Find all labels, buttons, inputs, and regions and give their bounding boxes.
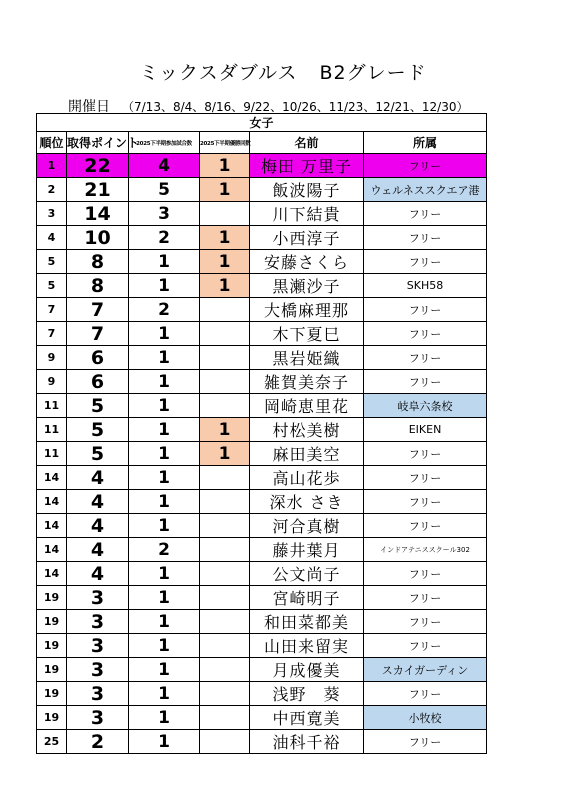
wins-cell [200,682,250,706]
points-cell: 3 [67,586,129,610]
rank-cell: 3 [37,202,67,226]
participation-cell: 1 [129,466,200,490]
affiliation-cell: フリー [364,514,487,538]
table-row [37,250,487,274]
rank-cell: 19 [37,634,67,658]
points-cell: 4 [67,490,129,514]
points-cell: 3 [67,682,129,706]
name-cell: 麻田美空 [250,442,364,466]
wins-cell: 1 [200,178,250,202]
affiliation-cell: フリー [364,250,487,274]
name-cell: 小西淳子 [250,226,364,250]
points-cell: 6 [67,370,129,394]
affiliation-cell: 岐阜六条校 [364,394,487,418]
name-cell: 山田来留実 [250,634,364,658]
affiliation-cell: フリー [364,298,487,322]
section-title: 女子 [37,114,487,132]
points-cell: 3 [67,658,129,682]
wins-cell [200,490,250,514]
name-cell: 宮崎明子 [250,586,364,610]
table-row [37,394,487,418]
wins-cell [200,298,250,322]
points-cell: 7 [67,298,129,322]
affiliation-cell: フリー [364,442,487,466]
participation-cell: 1 [129,418,200,442]
rank-cell: 4 [37,226,67,250]
points-cell: 22 [67,154,129,178]
wins-cell: 1 [200,442,250,466]
rank-cell: 14 [37,514,67,538]
participation-cell: 1 [129,250,200,274]
wins-cell [200,322,250,346]
table-row [37,514,487,538]
col-header-name: 名前 [250,132,364,154]
name-cell: 月成優美 [250,658,364,682]
rank-cell: 9 [37,346,67,370]
affiliation-cell: フリー [364,682,487,706]
affiliation-cell: フリー [364,610,487,634]
affiliation-cell: フリー [364,586,487,610]
wins-cell [200,586,250,610]
col-header-wins: 2025下半期優勝回数 [200,132,250,154]
title-main: ミックスダブルス [139,62,298,84]
affiliation-cell: フリー [364,730,487,754]
rank-cell: 14 [37,562,67,586]
name-cell: 梅田 万里子 [250,154,364,178]
points-cell: 3 [67,634,129,658]
table-row [37,586,487,610]
table-row [37,658,487,682]
name-cell: 黒岩姫織 [250,346,364,370]
participation-cell: 1 [129,490,200,514]
name-cell: 大橋麻理那 [250,298,364,322]
col-header-rank: 順位 [37,132,67,154]
rank-cell: 14 [37,466,67,490]
participation-cell: 5 [129,178,200,202]
table-row [37,634,487,658]
participation-cell: 4 [129,154,200,178]
points-cell: 7 [67,322,129,346]
participation-cell: 1 [129,730,200,754]
participation-cell: 1 [129,394,200,418]
affiliation-cell: フリー [364,154,487,178]
points-cell: 4 [67,538,129,562]
participation-cell: 1 [129,706,200,730]
name-cell: 川下結貴 [250,202,364,226]
wins-cell: 1 [200,154,250,178]
rank-cell: 5 [37,250,67,274]
table-row [37,730,487,754]
affiliation-cell: フリー [364,226,487,250]
points-cell: 5 [67,442,129,466]
wins-cell: 1 [200,274,250,298]
affiliation-cell: フリー [364,562,487,586]
rank-cell: 14 [37,538,67,562]
table-row [37,274,487,298]
points-cell: 14 [67,202,129,226]
wins-cell [200,730,250,754]
points-cell: 2 [67,730,129,754]
affiliation-cell: 小牧校 [364,706,487,730]
table-row [37,370,487,394]
participation-cell: 1 [129,562,200,586]
wins-cell [200,634,250,658]
rank-cell: 19 [37,658,67,682]
title-grade: B2グレード [319,62,427,84]
affiliation-cell: SKH58 [364,274,487,298]
participation-cell: 1 [129,370,200,394]
table-row [37,418,487,442]
rank-cell: 2 [37,178,67,202]
name-cell: 和田菜都美 [250,610,364,634]
name-cell: 木下夏巳 [250,322,364,346]
table-row [37,202,487,226]
participation-cell: 1 [129,322,200,346]
wins-cell [200,658,250,682]
wins-cell [200,394,250,418]
affiliation-cell: フリー [364,322,487,346]
table-row [37,490,487,514]
name-cell: 河合真樹 [250,514,364,538]
rank-cell: 9 [37,370,67,394]
wins-cell [200,514,250,538]
participation-cell: 1 [129,682,200,706]
rank-cell: 11 [37,394,67,418]
name-cell: 藤井葉月 [250,538,364,562]
wins-cell [200,370,250,394]
wins-cell [200,466,250,490]
affiliation-cell: フリー [364,370,487,394]
table-row [37,610,487,634]
table-row [37,226,487,250]
participation-cell: 1 [129,514,200,538]
rank-cell: 25 [37,730,67,754]
name-cell: 油科千裕 [250,730,364,754]
table-row [37,466,487,490]
points-cell: 4 [67,562,129,586]
table-row [37,154,487,178]
participation-cell: 1 [129,634,200,658]
rank-cell: 19 [37,610,67,634]
table-row [37,346,487,370]
points-cell: 21 [67,178,129,202]
points-cell: 6 [67,346,129,370]
header-row [37,132,487,154]
rank-cell: 7 [37,322,67,346]
affiliation-cell: ウェルネススクエア港 [364,178,487,202]
participation-cell: 1 [129,610,200,634]
table-row [37,298,487,322]
points-cell: 5 [67,418,129,442]
table-row [37,538,487,562]
table-row [37,322,487,346]
wins-cell [200,538,250,562]
rank-cell: 11 [37,418,67,442]
points-cell: 10 [67,226,129,250]
rank-cell: 7 [37,298,67,322]
rank-cell: 11 [37,442,67,466]
name-cell: 高山花歩 [250,466,364,490]
wins-cell [200,202,250,226]
table-row [37,562,487,586]
affiliation-cell: スカイガーディン [364,658,487,682]
participation-cell: 1 [129,658,200,682]
points-cell: 8 [67,250,129,274]
table-row [37,706,487,730]
wins-cell [200,610,250,634]
points-cell: 3 [67,610,129,634]
name-cell: 安藤さくら [250,250,364,274]
rank-cell: 19 [37,586,67,610]
name-cell: 飯波陽子 [250,178,364,202]
participation-cell: 2 [129,226,200,250]
points-cell: 5 [67,394,129,418]
participation-cell: 3 [129,202,200,226]
participation-cell: 1 [129,346,200,370]
name-cell: 浅野 葵 [250,682,364,706]
points-cell: 8 [67,274,129,298]
affiliation-cell: EIKEN [364,418,487,442]
affiliation-cell: フリー [364,202,487,226]
rank-cell: 5 [37,274,67,298]
dates-label: 開催日 [68,99,110,115]
name-cell: 黒瀬沙子 [250,274,364,298]
ranking-table [36,113,487,754]
points-cell: 3 [67,706,129,730]
rank-cell: 19 [37,682,67,706]
wins-cell: 1 [200,226,250,250]
section-row [37,114,487,132]
affiliation-cell: フリー [364,346,487,370]
affiliation-cell: フリー [364,466,487,490]
participation-cell: 1 [129,442,200,466]
participation-cell: 2 [129,298,200,322]
name-cell: 村松美樹 [250,418,364,442]
dates-list: （7/13、8/4、8/16、9/22、10/26、11/23、12/21、12/30） [122,100,469,114]
name-cell: 中西寛美 [250,706,364,730]
rank-cell: 14 [37,490,67,514]
name-cell: 雑賀美奈子 [250,370,364,394]
rank-cell: 19 [37,706,67,730]
col-header-affiliation: 所属 [364,132,487,154]
table-row [37,682,487,706]
col-header-participation: 2025下半期参加試合数 [129,132,200,154]
participation-cell: 2 [129,538,200,562]
affiliation-cell: インドアテニススクール302 [364,538,487,562]
name-cell: 岡崎恵里花 [250,394,364,418]
participation-cell: 1 [129,586,200,610]
rank-cell: 1 [37,154,67,178]
table-row [37,178,487,202]
name-cell: 公文尚子 [250,562,364,586]
table-row [37,442,487,466]
affiliation-cell: フリー [364,634,487,658]
points-cell: 4 [67,466,129,490]
affiliation-cell: フリー [364,490,487,514]
wins-cell: 1 [200,418,250,442]
wins-cell: 1 [200,250,250,274]
col-header-points: 取得ポイント [67,132,129,154]
wins-cell [200,562,250,586]
participation-cell: 1 [129,274,200,298]
wins-cell [200,346,250,370]
points-cell: 4 [67,514,129,538]
page-title [0,58,566,85]
name-cell: 深水 さき [250,490,364,514]
wins-cell [200,706,250,730]
